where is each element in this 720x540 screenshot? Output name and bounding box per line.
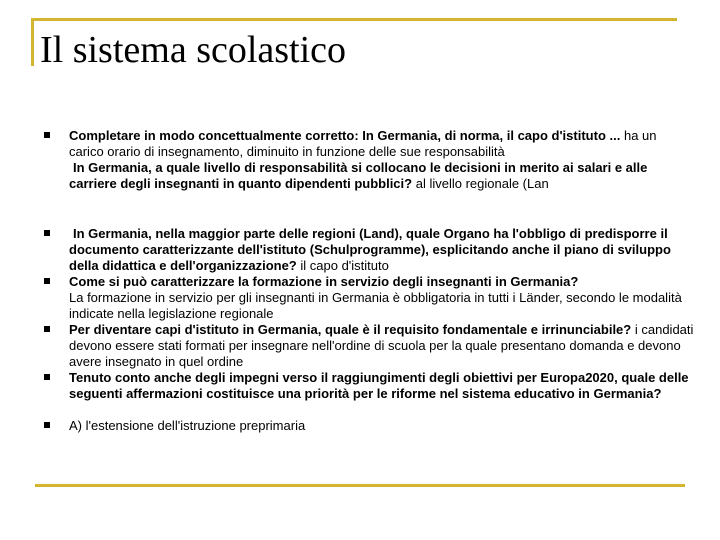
question-text: Come si può caratterizzare la formazione in servizio degli insegnanti in Germania? xyxy=(69,274,579,289)
left-accent-line xyxy=(31,18,34,66)
answer-text: il capo d'istituto xyxy=(300,258,389,273)
question-text: In Germania, nella maggior parte delle regioni (Land), quale Organo ha l'obbligo di predisporre il documento caratterizzante dell'istituto (Schulprogramme), esplicitando anche il piano di sviluppo della didattica e dell'organizzazione? xyxy=(69,226,671,273)
bottom-accent-line xyxy=(35,484,685,487)
answer-text: al livello regionale (Lan xyxy=(415,176,549,191)
question-text: Completare in modo concettualmente corretto: In Germania, di norma, il capo d'istituto ... xyxy=(69,128,621,143)
list-item xyxy=(44,418,694,434)
list-item xyxy=(44,370,694,418)
bullet-icon xyxy=(44,422,50,428)
answer-text: ha un carico orario di insegnamento, diminuito in funzione delle sue responsabilità xyxy=(69,128,657,159)
list-item xyxy=(44,226,694,274)
bullet-icon xyxy=(44,278,50,284)
list-item xyxy=(44,128,694,226)
bullet-icon xyxy=(44,230,50,236)
question-list xyxy=(44,128,694,434)
top-accent-line xyxy=(31,18,677,21)
answer-text: A) l'estensione dell'istruzione preprimaria xyxy=(69,418,306,433)
bullet-icon xyxy=(44,326,50,332)
question-text: Per diventare capi d'istituto in Germania, quale è il requisito fondamentale e irrinunciabile? xyxy=(69,322,632,337)
answer-text: i candidati devono essere stati formati per insegnare nell'ordine di scuola per la quale presentano domanda e devono avere insegnato in quel ordine xyxy=(69,322,694,369)
list-item xyxy=(44,274,694,322)
bullet-icon xyxy=(44,374,50,380)
question-text: Tenuto conto anche degli impegni verso il raggiungimenti degli obiettivi per Europa2020, quale delle seguenti affermazioni costituisce una priorità per le riforme nel sistema educativo in Germania? xyxy=(69,370,689,401)
answer-text: La formazione in servizio per gli insegnanti in Germania è obbligatoria in tutti i Länder, secondo le modalità indicate nella legislazione regionale xyxy=(69,290,682,321)
list-item xyxy=(44,322,694,370)
question-text: In Germania, a quale livello di responsabilità si collocano le decisioni in merito ai salari e alle carriere degli insegnanti in quanto dipendenti pubblici? xyxy=(69,160,648,191)
bullet-icon xyxy=(44,132,50,138)
slide-title: Il sistema scolastico xyxy=(40,29,347,71)
